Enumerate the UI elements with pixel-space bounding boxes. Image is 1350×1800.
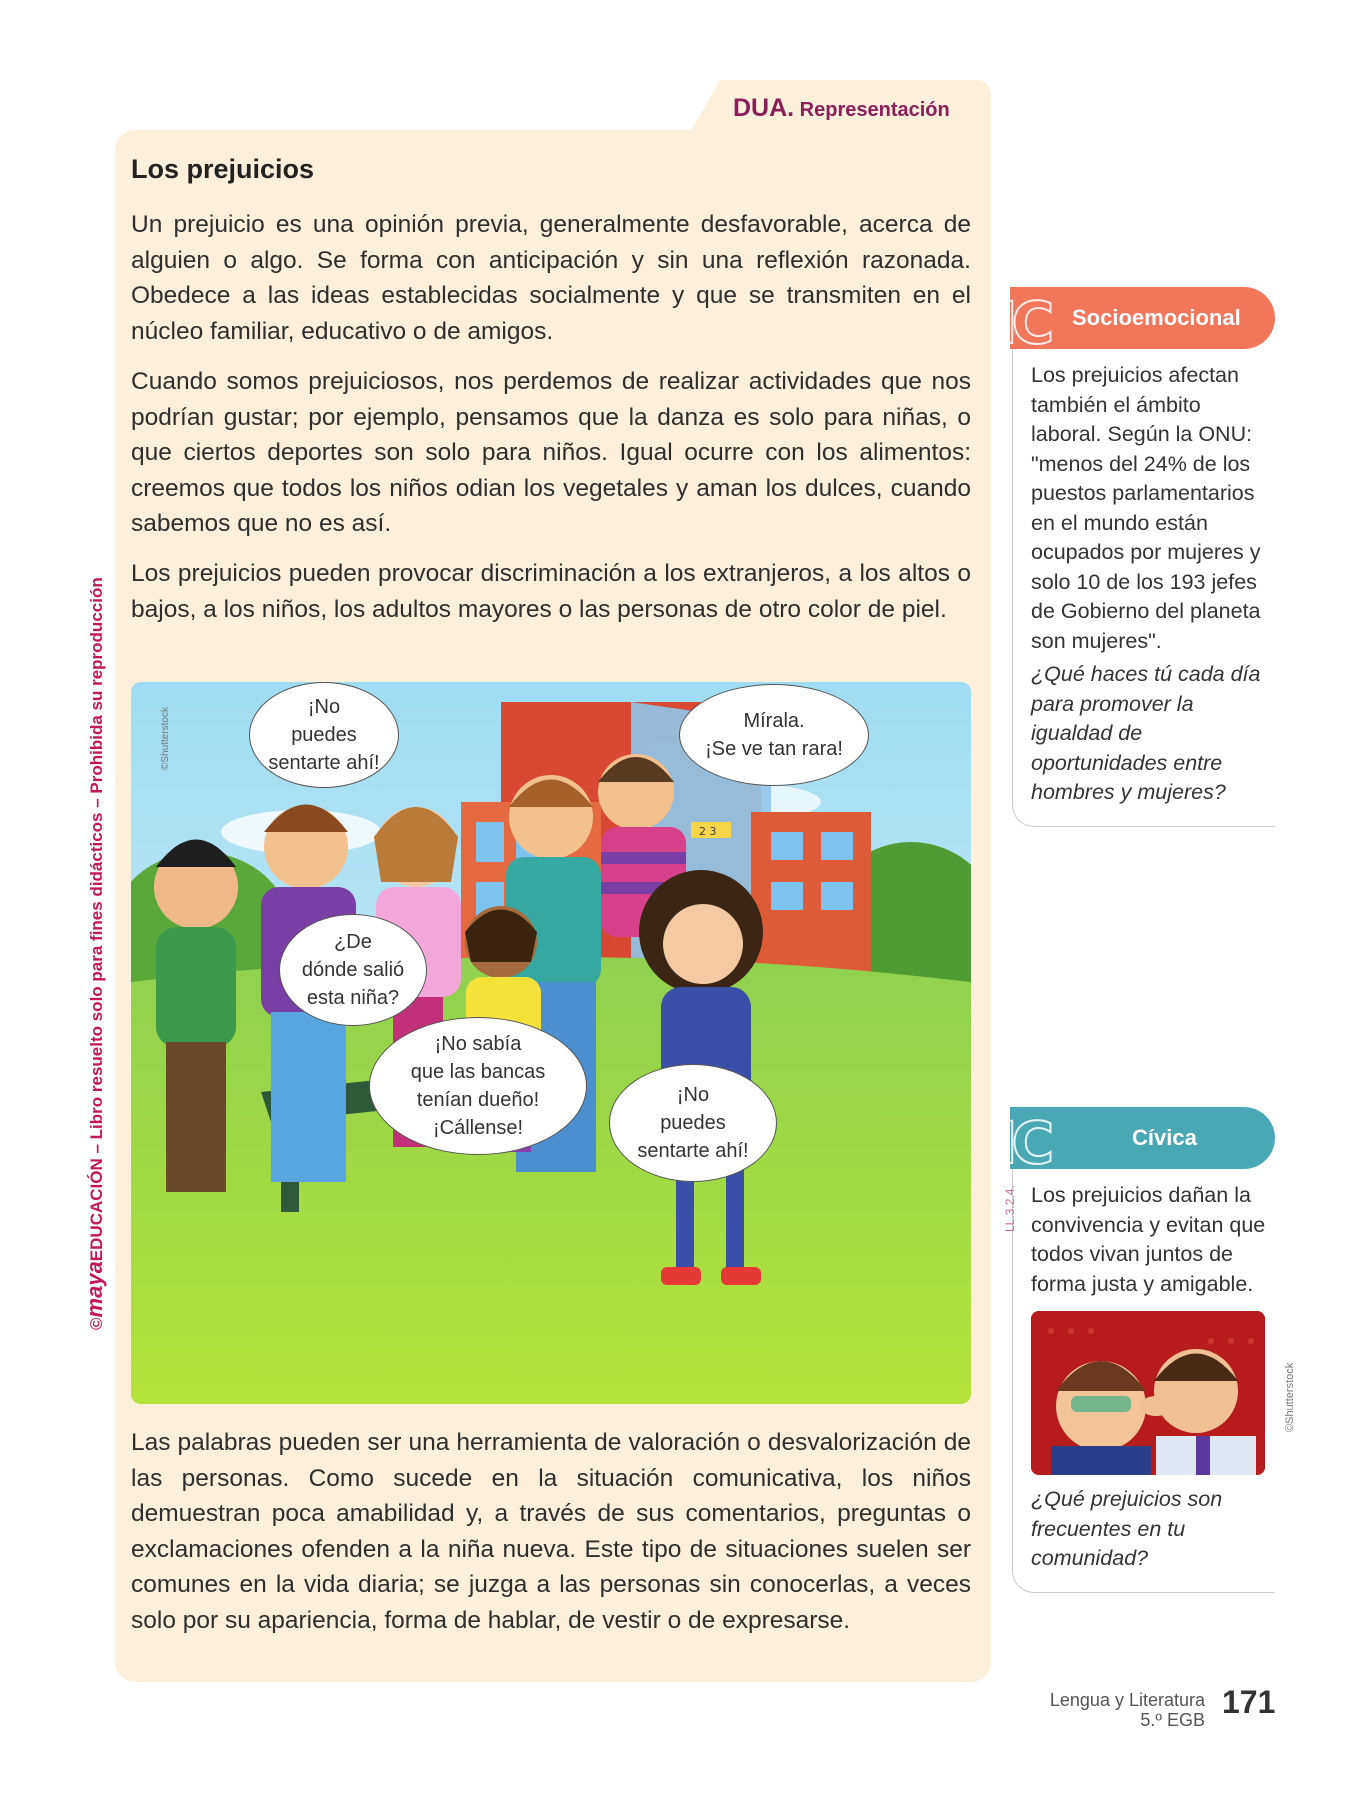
socioemocional-title: Socioemocional <box>1072 305 1241 330</box>
article-title: Los prejuicios <box>131 154 315 184</box>
civica-body <box>1012 1169 1275 1593</box>
dua-label <box>733 94 950 123</box>
speech-bubble-4: ¡No sabía que las bancas tenían dueño! ¡Cállense! <box>369 1017 587 1155</box>
footer-subject: Lengua y Literatura <box>1049 1690 1205 1710</box>
ic-badge-icon: IC <box>996 289 1049 357</box>
copyright-symbol: © <box>87 1317 106 1330</box>
side-watermark <box>82 577 108 1330</box>
socioemocional-question: ¿Qué haces tú cada día para promover la igualdad de oportunidades entre hombres y mujeres? <box>1031 662 1261 804</box>
speech-bubble-2: Mírala. ¡Se ve tan rara! <box>679 684 869 786</box>
footer-subject-block <box>1050 1690 1205 1730</box>
socioemocional-box <box>996 287 1275 827</box>
paragraph-3: Los prejuicios pueden provocar discriminación a los extranjeros, a los altos o bajos, a los niños, los adultos mayores o las personas de otro color de piel. <box>131 560 971 623</box>
socioemocional-body <box>1012 349 1275 827</box>
building-sign: 2 3 <box>699 825 717 838</box>
socioemocional-header <box>996 287 1275 357</box>
speech-bubble-5: ¡No puedes sentarte ahí! <box>609 1064 777 1182</box>
ic-badge-icon: IC <box>996 1109 1049 1177</box>
speech-bubble-3: ¿De dónde salió esta niña? <box>279 914 427 1026</box>
civica-text: Los prejuicios dañan la convivencia y evitan que todos vivan juntos de forma justa y amigable. <box>1031 1183 1266 1296</box>
comic-illustration <box>131 682 971 1404</box>
curriculum-code: LL.3.2.4. <box>1003 1185 1017 1232</box>
paragraph-2: Cuando somos prejuiciosos, nos perdemos de realizar actividades que nos podrían gustar; por ejemplo, pensamos que la danza es solo para niñas, o que ciertos deportes son solo para niños. Igual ocurre con los alimentos: creemos que todos los niños odian los vegetales y aman los dulces, cuando sabemos que no es así. <box>131 368 971 537</box>
civica-question: ¿Qué prejuicios son frecuentes en tu comunidad? <box>1031 1487 1223 1570</box>
paragraph-1: Un prejuicio es una opinión previa, generalmente desfavorable, acerca de alguien o algo. Se forma con anticipación y sin una reflexión razonada. Obedece a las ideas establecidas socialmente y que se transmiten en el núcleo familiar, educativo o de amigos. <box>131 211 971 345</box>
footer-grade: 5.º EGB <box>1140 1710 1205 1730</box>
watermark-text: EDUCACIÓN – Libro resuelto solo para fines didácticos – Prohibida su reproducción <box>87 577 106 1262</box>
illustration-credit: ©Shutterstock <box>160 707 171 770</box>
brand-logo-text: maya <box>82 1261 107 1318</box>
civica-title: Cívica <box>1132 1125 1197 1150</box>
speech-bubble-1: ¡No puedes sentarte ahí! <box>249 682 399 788</box>
civica-box <box>996 1107 1275 1593</box>
dua-type: Representación <box>799 99 950 121</box>
comic-men-photo <box>1031 1311 1265 1475</box>
dua-tag: DUA. <box>733 94 795 122</box>
socioemocional-text: Los prejuicios afectan también el ámbito laboral. Según la ONU: "menos del 24% de los puestos parlamentarios en el mundo están ocupados por mujeres y solo 10 de los 193 jefes de Gobierno del planeta son mujeres". <box>1031 363 1261 653</box>
page-number: 171 <box>1222 1684 1276 1720</box>
paragraph-4: Las palabras pueden ser una herramienta de valoración o desvalorización de las personas. Como sucede en la situación comunicativa, los niños demuestran poca amabilidad y, a través de sus comentarios, preguntas o exclamaciones ofenden a la niña nueva. Este tipo de situaciones suelen ser comunes en la vida diaria; se juzga a las personas sin conocerlas, a veces solo por su apariencia, forma de hablar, de vestir o de expresarse. <box>131 1429 971 1634</box>
civica-header <box>996 1107 1275 1177</box>
photo-credit: ©Shutterstock <box>1284 1362 1296 1432</box>
